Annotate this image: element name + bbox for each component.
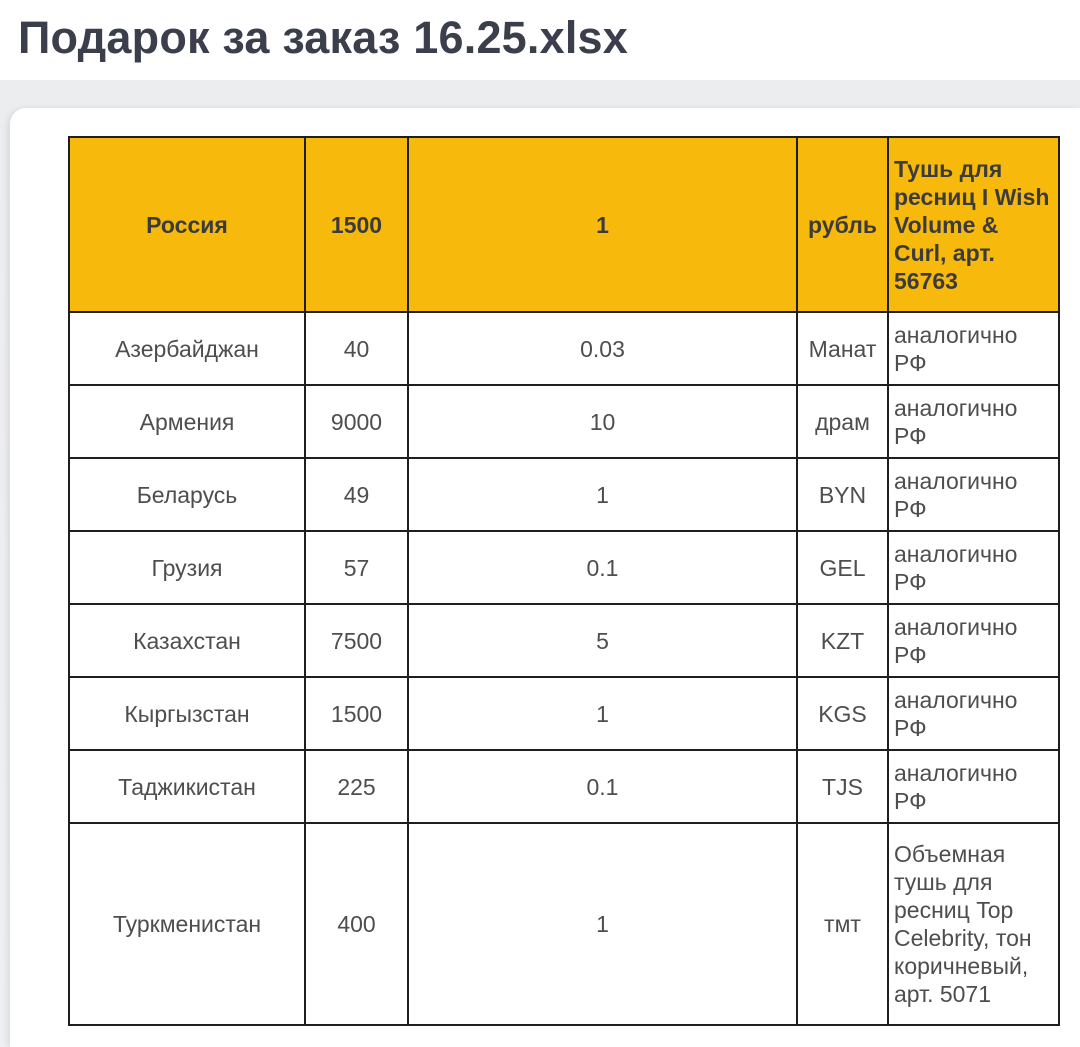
cell-qty: 5 bbox=[408, 604, 797, 677]
cell-gift: аналогично РФ bbox=[888, 458, 1059, 531]
cell-currency: GEL bbox=[797, 531, 888, 604]
cell-amount: 1500 bbox=[305, 677, 408, 750]
cell-qty: 1 bbox=[408, 677, 797, 750]
cell-currency: тмт bbox=[797, 823, 888, 1025]
cell-gift: аналогично РФ bbox=[888, 531, 1059, 604]
table-row bbox=[69, 750, 1059, 823]
cell-currency: драм bbox=[797, 385, 888, 458]
cell-country: Беларусь bbox=[69, 458, 305, 531]
cell-country: Туркменистан bbox=[69, 823, 305, 1025]
cell-amount: 9000 bbox=[305, 385, 408, 458]
header-cell-country: Россия bbox=[69, 137, 305, 312]
spreadsheet-preview-card bbox=[10, 108, 1080, 1047]
table-row bbox=[69, 823, 1059, 1025]
cell-currency: Манат bbox=[797, 312, 888, 385]
table-body bbox=[69, 137, 1059, 1025]
cell-qty: 0.1 bbox=[408, 531, 797, 604]
cell-amount: 40 bbox=[305, 312, 408, 385]
header-cell-currency: рубль bbox=[797, 137, 888, 312]
cell-currency: TJS bbox=[797, 750, 888, 823]
cell-gift: аналогично РФ bbox=[888, 385, 1059, 458]
cell-currency: KZT bbox=[797, 604, 888, 677]
table-row bbox=[69, 312, 1059, 385]
cell-amount: 57 bbox=[305, 531, 408, 604]
header-cell-gift: Тушь для ресниц I Wish Volume & Curl, арт. 56763 bbox=[888, 137, 1059, 312]
cell-qty: 0.1 bbox=[408, 750, 797, 823]
header-cell-qty: 1 bbox=[408, 137, 797, 312]
page-title: Подарок за заказ 16.25.xlsx bbox=[18, 12, 628, 63]
cell-country: Грузия bbox=[69, 531, 305, 604]
cell-currency: BYN bbox=[797, 458, 888, 531]
cell-gift: аналогично РФ bbox=[888, 750, 1059, 823]
table-row bbox=[69, 385, 1059, 458]
cell-country: Азербайджан bbox=[69, 312, 305, 385]
spreadsheet-table bbox=[68, 136, 1060, 1026]
table-row bbox=[69, 677, 1059, 750]
cell-gift: аналогично РФ bbox=[888, 604, 1059, 677]
cell-qty: 1 bbox=[408, 823, 797, 1025]
cell-gift: аналогично РФ bbox=[888, 677, 1059, 750]
cell-amount: 400 bbox=[305, 823, 408, 1025]
table-header-row bbox=[69, 137, 1059, 312]
cell-qty: 0.03 bbox=[408, 312, 797, 385]
cell-qty: 1 bbox=[408, 458, 797, 531]
cell-country: Кыргызстан bbox=[69, 677, 305, 750]
cell-amount: 225 bbox=[305, 750, 408, 823]
cell-gift: аналогично РФ bbox=[888, 312, 1059, 385]
cell-country: Казахстан bbox=[69, 604, 305, 677]
table-row bbox=[69, 531, 1059, 604]
cell-currency: KGS bbox=[797, 677, 888, 750]
table-row bbox=[69, 604, 1059, 677]
cell-amount: 7500 bbox=[305, 604, 408, 677]
cell-amount: 49 bbox=[305, 458, 408, 531]
cell-qty: 10 bbox=[408, 385, 797, 458]
cell-country: Армения bbox=[69, 385, 305, 458]
cell-country: Таджикистан bbox=[69, 750, 305, 823]
cell-gift: Объемная тушь для ресниц Top Celebrity, тон коричневый, арт. 5071 bbox=[888, 823, 1059, 1025]
header-cell-amount: 1500 bbox=[305, 137, 408, 312]
table-row bbox=[69, 458, 1059, 531]
